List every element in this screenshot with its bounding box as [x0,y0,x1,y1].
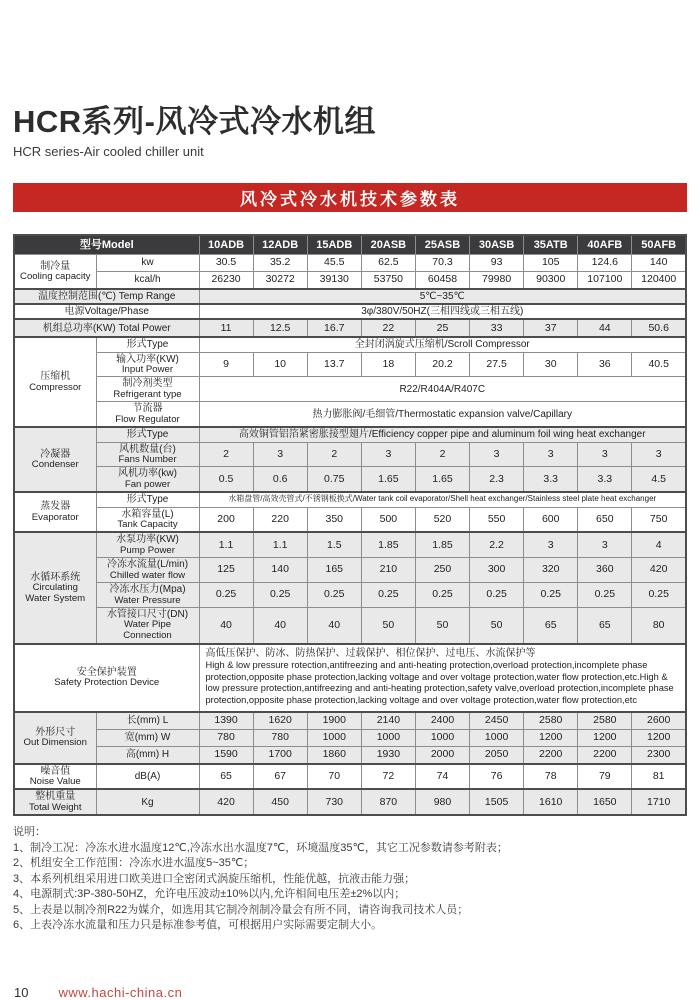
value-cell: 16.7 [307,319,361,337]
value-cell: 76 [470,764,524,790]
value-cell: 0.25 [253,583,307,608]
table-row [14,402,686,427]
value-cell: 81 [632,764,686,790]
value-cell: 3.3 [578,467,632,492]
value-cell: 450 [253,789,307,815]
value-cell: 30272 [253,272,307,290]
footer-website: www.hachi-china.cn [58,985,183,1000]
value-cell: 0.25 [415,583,469,608]
value-cell: 35.2 [253,255,307,272]
category-cell: 冷凝器 Condenser [14,427,96,492]
value-cell: 1.5 [307,532,361,557]
value-cell: 1000 [307,729,361,746]
value-cell: 3 [361,442,415,467]
value-cell: 124.6 [578,255,632,272]
value-cell: 140 [253,558,307,583]
value-cell: 2580 [578,712,632,730]
value-cell: 2 [199,442,253,467]
value-cell: 65 [578,608,632,644]
table-row [14,729,686,746]
value-cell: 13.7 [307,352,361,377]
value-cell: 1.65 [361,467,415,492]
param-label-cell: 长(mm) L [96,712,199,730]
param-label-cell: 节流器 Flow Regulator [96,402,199,427]
value-cell: 37 [524,319,578,337]
value-cell: 1930 [361,746,415,764]
value-cell: 30.5 [199,255,253,272]
param-label-cell: 温度控制范围(℃) Temp Range [14,289,199,304]
value-cell: 4.5 [632,467,686,492]
model-name-cell: 20ASB [361,235,415,255]
param-label-cell: 电源Voltage/Phase [14,304,199,319]
value-cell: 45.5 [307,255,361,272]
value-cell: 79980 [470,272,524,290]
merged-value-cell: 热力膨胀阀/毛细管/Thermostatic expansion valve/Capillary [199,402,686,427]
value-cell: 1.85 [415,532,469,557]
value-cell: 40 [307,608,361,644]
table-row [14,532,686,557]
value-cell: 20.2 [415,352,469,377]
table-row [14,304,686,319]
value-cell: 12.5 [253,319,307,337]
value-cell: 550 [470,507,524,532]
value-cell: 70.3 [415,255,469,272]
value-cell: 40 [199,608,253,644]
value-cell: 74 [415,764,469,790]
value-cell: 0.6 [253,467,307,492]
category-cell: 噪音值 Noise Value [14,764,96,790]
model-header-cell: 型号Model [14,235,199,255]
value-cell: 0.25 [524,583,578,608]
value-cell: 125 [199,558,253,583]
table-row [14,337,686,352]
value-cell: 0.25 [199,583,253,608]
value-cell: 120400 [632,272,686,290]
value-cell: 40 [253,608,307,644]
value-cell: 420 [199,789,253,815]
value-cell: 0.25 [307,583,361,608]
value-cell: 2600 [632,712,686,730]
value-cell: 79 [578,764,632,790]
table-row [14,377,686,402]
value-cell: 1.1 [199,532,253,557]
param-label-cell: Kg [96,789,199,815]
merged-value-cell: 3φ/380V/50HZ(三相四线或三相五线) [199,304,686,319]
value-cell: 80 [632,608,686,644]
value-cell: 870 [361,789,415,815]
footer-page-number: 10 [14,985,29,1000]
value-cell: 25 [415,319,469,337]
table-row [14,467,686,492]
value-cell: 750 [632,507,686,532]
value-cell: 2140 [361,712,415,730]
value-cell: 1000 [415,729,469,746]
note-item: 4、电源制式:3P-380-50HZ，允许电压波动±10%以内,允许相间电压差±2%以内； [13,888,406,901]
param-label-cell: 机组总功率(KW) Total Power [14,319,199,337]
value-cell: 1710 [632,789,686,815]
table-row [14,764,686,790]
model-name-cell: 25ASB [415,235,469,255]
table-row [14,746,686,764]
value-cell: 200 [199,507,253,532]
value-cell: 27.5 [470,352,524,377]
value-cell: 520 [415,507,469,532]
note-item: 5、上表是以制冷剂R22为媒介，如选用其它制冷剂制冷量会有所不同，请咨询我司技术人员； [13,903,469,916]
value-cell: 107100 [578,272,632,290]
value-cell: 62.5 [361,255,415,272]
value-cell: 2300 [632,746,686,764]
category-cell: 整机重量 Total Weight [14,789,96,815]
value-cell: 93 [470,255,524,272]
param-label-cell: kcal/h [96,272,199,290]
value-cell: 72 [361,764,415,790]
param-label-cell: 形式Type [96,337,199,352]
value-cell: 500 [361,507,415,532]
model-name-cell: 35ATB [524,235,578,255]
table-row [14,427,686,442]
value-cell: 420 [632,558,686,583]
value-cell: 10 [253,352,307,377]
table-row [14,608,686,644]
value-cell: 140 [632,255,686,272]
value-cell: 2 [307,442,361,467]
param-label-cell: 水管接口尺寸(DN) Water Pipe Connection [96,608,199,644]
value-cell: 50 [361,608,415,644]
models-header-row [14,235,686,255]
value-cell: 210 [361,558,415,583]
param-label-cell: 风机数量(台) Fans Number [96,442,199,467]
value-cell: 3.3 [524,467,578,492]
value-cell: 320 [524,558,578,583]
notes [13,825,687,934]
param-label-cell: 水泵功率(KW) Pump Power [96,532,199,557]
note-item: 3、本系列机组采用进口欧美进口全密闭式涡旋压缩机，性能优越，抗液击能力强； [13,872,416,885]
value-cell: 2200 [524,746,578,764]
merged-value-cell: 全封闭涡旋式压缩机/Scroll Compressor [199,337,686,352]
spec-table [13,234,687,816]
value-cell: 1.65 [415,467,469,492]
value-cell: 36 [578,352,632,377]
merged-value-cell: 5℃~35℃ [199,289,686,304]
value-cell: 1505 [470,789,524,815]
table-row [14,712,686,730]
value-cell: 0.25 [632,583,686,608]
value-cell: 70 [307,764,361,790]
param-label-cell: 制冷剂类型 Refrigerant type [96,377,199,402]
value-cell: 1700 [253,746,307,764]
param-label-cell: 宽(mm) W [96,729,199,746]
value-cell: 30 [524,352,578,377]
model-name-cell: 10ADB [199,235,253,255]
param-label-cell: 高(mm) H [96,746,199,764]
value-cell: 22 [361,319,415,337]
value-cell: 1620 [253,712,307,730]
value-cell: 44 [578,319,632,337]
page-title: HCR系列-风冷式冷水机组 [13,104,376,139]
param-label-cell: 形式Type [96,492,199,507]
value-cell: 4 [632,532,686,557]
value-cell: 11 [199,319,253,337]
table-row [14,789,686,815]
value-cell: 350 [307,507,361,532]
category-cell: 制冷量 Cooling capacity [14,255,96,290]
value-cell: 2.2 [470,532,524,557]
value-cell: 3 [470,442,524,467]
safety-text-en: High & low pressure rotection,antifreezing and anti-heating protection,overload protection,incomplete phase protection,opposite phase protection,lacking voltage and over voltage protection,water flow protection,etc.High & low pressure protection,antifreezing and anti-heating protection,safety valve,overload protection,incomplete phase protection,opposite phase protection,lacking voltage and over voltage protection,water flow protection,etc [205,660,674,705]
model-name-cell: 50AFB [632,235,686,255]
page-footer [14,985,182,1000]
value-cell: 0.25 [578,583,632,608]
safety-text-zh: 高低压保护、防冰、防热保护、过载保护、相位保护、过电压、水流保护等 [205,647,536,659]
value-cell: 26230 [199,272,253,290]
value-cell: 220 [253,507,307,532]
value-cell: 780 [199,729,253,746]
table-row [14,442,686,467]
table-row [14,272,686,290]
value-cell: 78 [524,764,578,790]
value-cell: 1860 [307,746,361,764]
value-cell: 50 [470,608,524,644]
table-row [14,507,686,532]
table-row [14,352,686,377]
model-name-cell: 12ADB [253,235,307,255]
value-cell: 1200 [578,729,632,746]
table-row [14,583,686,608]
table-row [14,289,686,304]
value-cell: 250 [415,558,469,583]
value-cell: 1.85 [361,532,415,557]
value-cell: 9 [199,352,253,377]
value-cell: 60458 [415,272,469,290]
value-cell: 600 [524,507,578,532]
param-label-cell: 冷冻水压力(Mpa) Water Pressure [96,583,199,608]
value-cell: 730 [307,789,361,815]
param-label-cell: 形式Type [96,427,199,442]
section-banner: 风冷式冷水机技术参数表 [13,183,687,212]
value-cell: 3 [524,532,578,557]
value-cell: 3 [632,442,686,467]
param-label-cell: 风机功率(kw) Fan power [96,467,199,492]
merged-value-cell: R22/R404A/R407C [199,377,686,402]
value-cell: 1390 [199,712,253,730]
spec-table-body [14,255,686,816]
value-cell: 1000 [470,729,524,746]
value-cell: 3 [253,442,307,467]
merged-value-cell: 水箱盘管/高效壳管式/不锈钢板换式/Water tank coil evaporator/Shell heat exchanger/Stainless steel plate heat exchanger [199,492,686,507]
value-cell: 65 [199,764,253,790]
value-cell: 0.75 [307,467,361,492]
value-cell: 1200 [632,729,686,746]
value-cell: 3 [524,442,578,467]
value-cell: 980 [415,789,469,815]
value-cell: 2200 [578,746,632,764]
value-cell: 1000 [361,729,415,746]
value-cell: 1650 [578,789,632,815]
value-cell: 50.6 [632,319,686,337]
notes-heading: 说明： [13,826,46,839]
value-cell: 300 [470,558,524,583]
value-cell: 39130 [307,272,361,290]
value-cell: 780 [253,729,307,746]
param-label-cell: 输入功率(KW) Input Power [96,352,199,377]
category-cell: 外形尺寸 Out Dimension [14,712,96,764]
value-cell: 1610 [524,789,578,815]
note-item: 1、制冷工况：冷冻水进水温度12℃,冷冻水出水温度7℃，环境温度35℃，其它工况参数请参考附表； [13,841,508,854]
model-name-cell: 15ADB [307,235,361,255]
page-subtitle: HCR series-Air cooled chiller unit [13,144,204,159]
category-cell: 压缩机 Compressor [14,337,96,427]
param-label-cell: kw [96,255,199,272]
note-item: 6、上表冷冻水流量和压力只是标准参考值，可根据用户实际需要定制大小。 [13,919,383,932]
value-cell: 33 [470,319,524,337]
safety-description-cell [199,644,686,712]
value-cell: 0.5 [199,467,253,492]
value-cell: 2580 [524,712,578,730]
table-row [14,319,686,337]
value-cell: 1200 [524,729,578,746]
table-row [14,558,686,583]
param-label-cell: 冷冻水流量(L/min) Chilled water flow [96,558,199,583]
value-cell: 53750 [361,272,415,290]
merged-value-cell: 高效铜管铝箔紧密胀接型翅片/Efficiency copper pipe and aluminum foil wing heat exchanger [199,427,686,442]
table-row [14,644,686,712]
value-cell: 50 [415,608,469,644]
param-label-cell: 安全保护装置 Safety Protection Device [14,644,199,712]
value-cell: 0.25 [470,583,524,608]
value-cell: 67 [253,764,307,790]
model-name-cell: 40AFB [578,235,632,255]
value-cell: 0.25 [361,583,415,608]
value-cell: 2450 [470,712,524,730]
value-cell: 650 [578,507,632,532]
table-row [14,492,686,507]
value-cell: 3 [578,442,632,467]
param-label-cell: dB(A) [96,764,199,790]
value-cell: 2 [415,442,469,467]
table-row [14,255,686,272]
value-cell: 2000 [415,746,469,764]
category-cell: 蒸发器 Evaporator [14,492,96,532]
value-cell: 90300 [524,272,578,290]
category-cell: 水循环系统 Circulating Water System [14,532,96,643]
value-cell: 2.3 [470,467,524,492]
value-cell: 1.1 [253,532,307,557]
note-item: 2、机组安全工作范围：冷冻水进水温度5~35℃； [13,857,255,870]
model-name-cell: 30ASB [470,235,524,255]
value-cell: 2400 [415,712,469,730]
param-label-cell: 水箱容量(L) Tank Capacity [96,507,199,532]
value-cell: 1900 [307,712,361,730]
value-cell: 165 [307,558,361,583]
value-cell: 18 [361,352,415,377]
value-cell: 360 [578,558,632,583]
value-cell: 3 [578,532,632,557]
value-cell: 2050 [470,746,524,764]
value-cell: 1590 [199,746,253,764]
value-cell: 40.5 [632,352,686,377]
value-cell: 105 [524,255,578,272]
value-cell: 65 [524,608,578,644]
